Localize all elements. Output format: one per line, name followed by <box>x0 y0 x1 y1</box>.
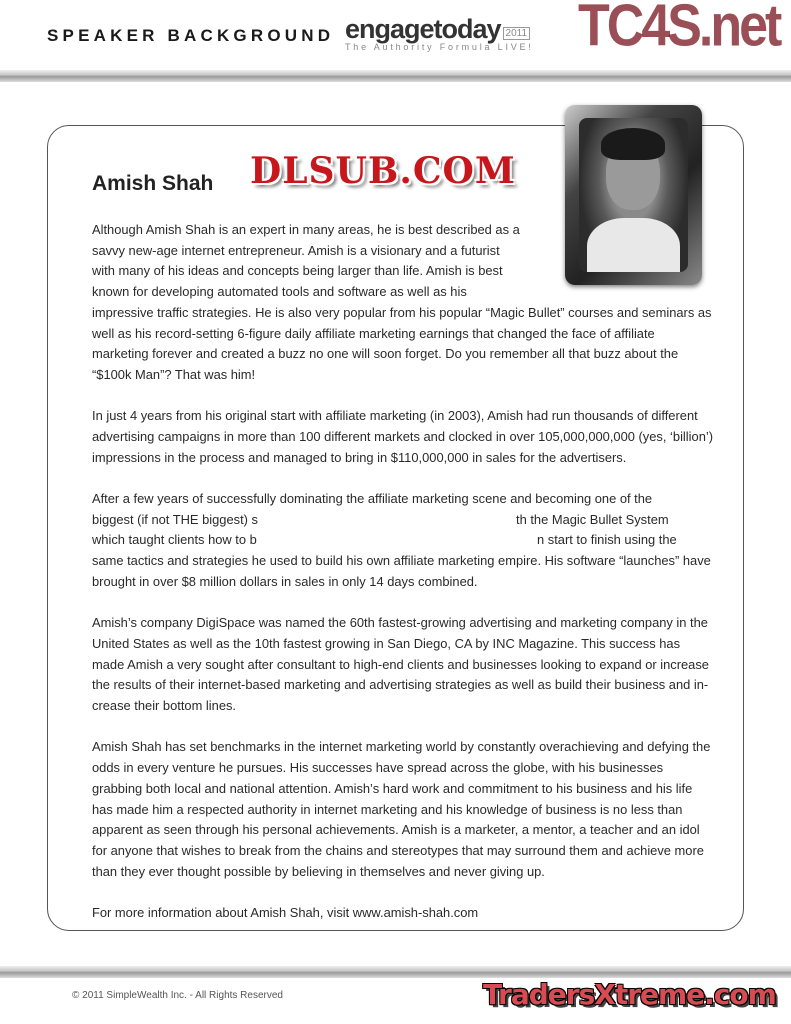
watermark-bottom: TradersXtreme.com <box>483 978 776 1011</box>
footer-divider <box>0 966 791 978</box>
watermark-top: TC4S.net <box>578 0 780 60</box>
logo-main-text: engagetoday <box>345 14 501 44</box>
footer-copyright: © 2011 SimpleWealth Inc. - All Rights Reserved <box>72 990 283 1001</box>
line-text: n start to finish using the <box>537 532 677 548</box>
line-text: th the Magic Bullet System <box>516 511 669 527</box>
line-text: same tactics and strategies he used to build his own affiliate marketing empire. His software “launches” have <box>92 553 711 569</box>
bio-paragraph: In just 4 years from his original start with affiliate marketing (in 2003), Amish had run thousands of different advertising campaigns in more than 100 different markets and clocked in over 105,000,000,000 (yes, ‘billion’) impressions in the process and managed to bring in $110,000,000 in sales for the advertisers. <box>92 408 714 465</box>
line-text: biggest (if not THE biggest) s <box>92 511 258 527</box>
bio-paragraph: Although Amish Shah is an expert in many areas, he is best described as a savvy new-age internet entrepreneur. Amish is a visionary and a futurist with many of his ideas and concepts being larger than life. Amish is best known for developing automated tools and software as well as his impressive traffic strategies. He is also very popular from his popular “Magic Bullet” courses and seminars as well as his record-setting 6-figure daily affiliate marketing earnings that changed the face of affiliate marketing forever and created a buzz no one will soon forget. Do you remember all that buzz about the “$100k Man”? That was him! <box>92 222 712 382</box>
event-logo <box>345 14 565 52</box>
logo-year: 2011 <box>503 27 531 40</box>
line-text: After a few years of successfully dominating the affiliate marketing scene and becoming one of the <box>92 491 653 507</box>
logo-tagline: The Authority Formula LIVE! <box>345 42 534 52</box>
bio-paragraph-obscured <box>92 489 714 592</box>
speaker-name: Amish Shah <box>92 172 214 195</box>
watermark-middle: DLSUB.COM <box>250 150 516 192</box>
page-header-title: SPEAKER BACKGROUND <box>47 26 335 45</box>
speaker-bio <box>92 220 714 944</box>
bio-paragraph: Amish’s company DigiSpace was named the 60th fastest-growing advertising and marketing company in the United States as well as the 10th fastest growing in San Diego, CA by INC Magazine. This success has made Amish a very sought after consultant to high-end clients and businesses looking to expand or increase the results of their internet-based marketing and advertising strategies as well as build their business and in-crease their bottom lines. <box>92 615 709 714</box>
more-info-text: For more information about Amish Shah, visit www.amish-shah.com <box>92 905 479 921</box>
bio-paragraph: Amish Shah has set benchmarks in the internet marketing world by constantly overachieving and defying the odds in every venture he pursues. His successes have spread across the globe, with his businesses grabbing both local and national attention. Amish’s hard work and commitment to his business and his life has made him a respected authority in internet marketing and his knowledge of business is no less than apparent as seen through his personal achievements. Amish is a marketer, a mentor, a teacher and an idol for anyone that wishes to break from the chains and stereotypes that may surround them and achieve more than they ever thought possible by believing in themselves and never giving up. <box>92 739 711 879</box>
line-text: brought in over $8 million dollars in sales in only 14 days combined. <box>92 573 478 589</box>
header-divider <box>0 70 791 82</box>
line-text: which taught clients how to b <box>92 532 257 548</box>
